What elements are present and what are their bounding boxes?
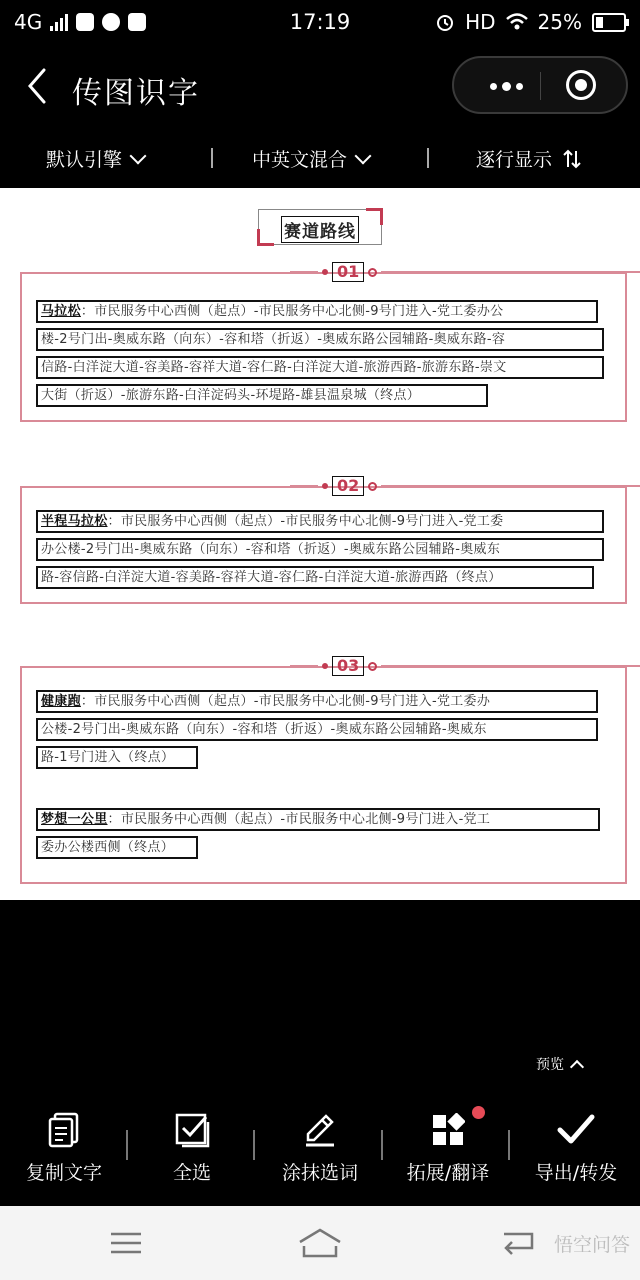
option-divider — [211, 148, 213, 168]
copy-icon — [47, 1112, 81, 1148]
text-line[interactable]: 梦想一公里：市民服务中心西侧（起点）-市民服务中心北侧-9号门进入-党工 — [36, 808, 600, 831]
menu-button[interactable] — [102, 1224, 150, 1262]
section-badge — [290, 261, 640, 283]
network-label: 4G — [14, 10, 43, 34]
status-bar — [0, 0, 640, 44]
status-time: 17:19 — [289, 10, 351, 34]
toolbar-divider — [381, 1130, 383, 1160]
extend-grid-icon — [431, 1113, 465, 1147]
close-button[interactable] — [566, 70, 596, 100]
chevron-up-icon — [570, 1059, 584, 1073]
engine-dropdown[interactable] — [46, 145, 144, 172]
menu-icon — [102, 1224, 150, 1262]
display-label: 逐行显示 — [476, 149, 553, 171]
extend-translate-label: 拓展/翻译 — [406, 1162, 490, 1184]
more-button[interactable] — [476, 71, 536, 101]
recognized-image — [0, 188, 640, 900]
copy-text-button[interactable] — [0, 1110, 128, 1185]
chevron-down-icon — [130, 147, 147, 164]
text-line[interactable]: 健康跑：市民服务中心西侧（起点）-市民服务中心北侧-9号门进入-党工委办 — [36, 690, 598, 713]
chevron-down-icon — [355, 147, 372, 164]
sort-arrows-icon — [562, 149, 582, 169]
text-line[interactable]: 信路-白洋淀大道-容美路-容祥大道-容仁路-白洋淀大道-旅游西路-旅游东路-崇文 — [36, 356, 604, 379]
smear-select-label: 涂抹选词 — [281, 1162, 358, 1184]
text-line[interactable]: 大街（折返）-旅游东路-白洋淀码头-环堤路-雄县温泉城（终点） — [36, 384, 488, 407]
language-label: 中英文混合 — [252, 149, 348, 171]
smear-select-button[interactable] — [256, 1110, 384, 1185]
more-dots-icon — [490, 83, 497, 90]
return-icon — [494, 1224, 542, 1262]
battery-icon — [592, 13, 626, 32]
wifi-icon — [506, 13, 528, 31]
section-03 — [20, 656, 627, 884]
battery-percent: 25% — [537, 10, 582, 34]
watermark-text: 悟空问答 — [553, 1234, 630, 1256]
home-icon — [296, 1224, 344, 1262]
home-button[interactable] — [296, 1224, 344, 1262]
section-badge — [290, 655, 640, 677]
doc-title-box — [258, 209, 382, 245]
text-line[interactable]: 公楼-2号门出-奥威东路（向东）-容和塔（折返）-奥威东路公园辅路-奥威东 — [36, 718, 598, 741]
select-all-icon — [174, 1112, 210, 1148]
text-line[interactable]: 半程马拉松：市民服务中心西侧（起点）-市民服务中心北侧-9号门进入-党工委 — [36, 510, 604, 533]
back-button[interactable] — [22, 66, 58, 106]
mini-program-capsule — [452, 56, 628, 114]
pen-icon — [302, 1112, 338, 1148]
check-icon — [556, 1112, 596, 1148]
extend-translate-button[interactable] — [384, 1110, 512, 1185]
section-badge — [290, 475, 640, 497]
export-forward-button[interactable] — [512, 1110, 640, 1185]
system-nav-bar — [0, 1206, 640, 1280]
text-line[interactable]: 楼-2号门出-奥威东路（向东）-容和塔（折返）-奥威东路公园辅路-奥威东路-容 — [36, 328, 604, 351]
page-title: 传图识字 — [72, 76, 200, 111]
select-all-button[interactable] — [128, 1110, 256, 1185]
hd-label: HD — [465, 10, 496, 34]
text-line[interactable]: 办公楼-2号门出-奥威东路（向东）-容和塔（折返）-奥威东路公园辅路-奥威东 — [36, 538, 604, 561]
preview-label: 预览 — [536, 1057, 564, 1073]
text-line[interactable]: 马拉松：市民服务中心西侧（起点）-市民服务中心北侧-9号门进入-党工委办公 — [36, 300, 598, 323]
preview-toggle[interactable] — [536, 1054, 582, 1074]
text-line[interactable]: 委办公楼西侧（终点） — [36, 836, 198, 859]
section-02 — [20, 476, 627, 604]
export-forward-label: 导出/转发 — [534, 1162, 618, 1184]
section-01 — [20, 262, 627, 422]
section-number: 02 — [332, 476, 364, 496]
toolbar-divider — [508, 1130, 510, 1160]
toolbar-divider — [253, 1130, 255, 1160]
status-right — [435, 10, 626, 34]
alarm-icon — [435, 12, 455, 32]
chevron-left-icon — [22, 66, 58, 106]
section-number: 01 — [332, 262, 364, 282]
doc-title[interactable]: 赛道路线 — [281, 216, 359, 243]
back-nav-button[interactable] — [494, 1224, 542, 1262]
notification-dot — [472, 1106, 485, 1119]
language-dropdown[interactable] — [252, 145, 369, 172]
option-divider — [427, 148, 429, 168]
text-line[interactable]: 路-1号门进入（终点） — [36, 746, 198, 769]
copy-text-label: 复制文字 — [25, 1162, 102, 1184]
section-number: 03 — [332, 656, 364, 676]
select-all-label: 全选 — [172, 1162, 211, 1184]
engine-label: 默认引擎 — [46, 149, 123, 171]
capsule-divider — [540, 72, 541, 100]
display-mode-toggle[interactable] — [476, 145, 582, 172]
text-line[interactable]: 路-容信路-白洋淀大道-容美路-容祥大道-容仁路-白洋淀大道-旅游西路（终点） — [36, 566, 594, 589]
